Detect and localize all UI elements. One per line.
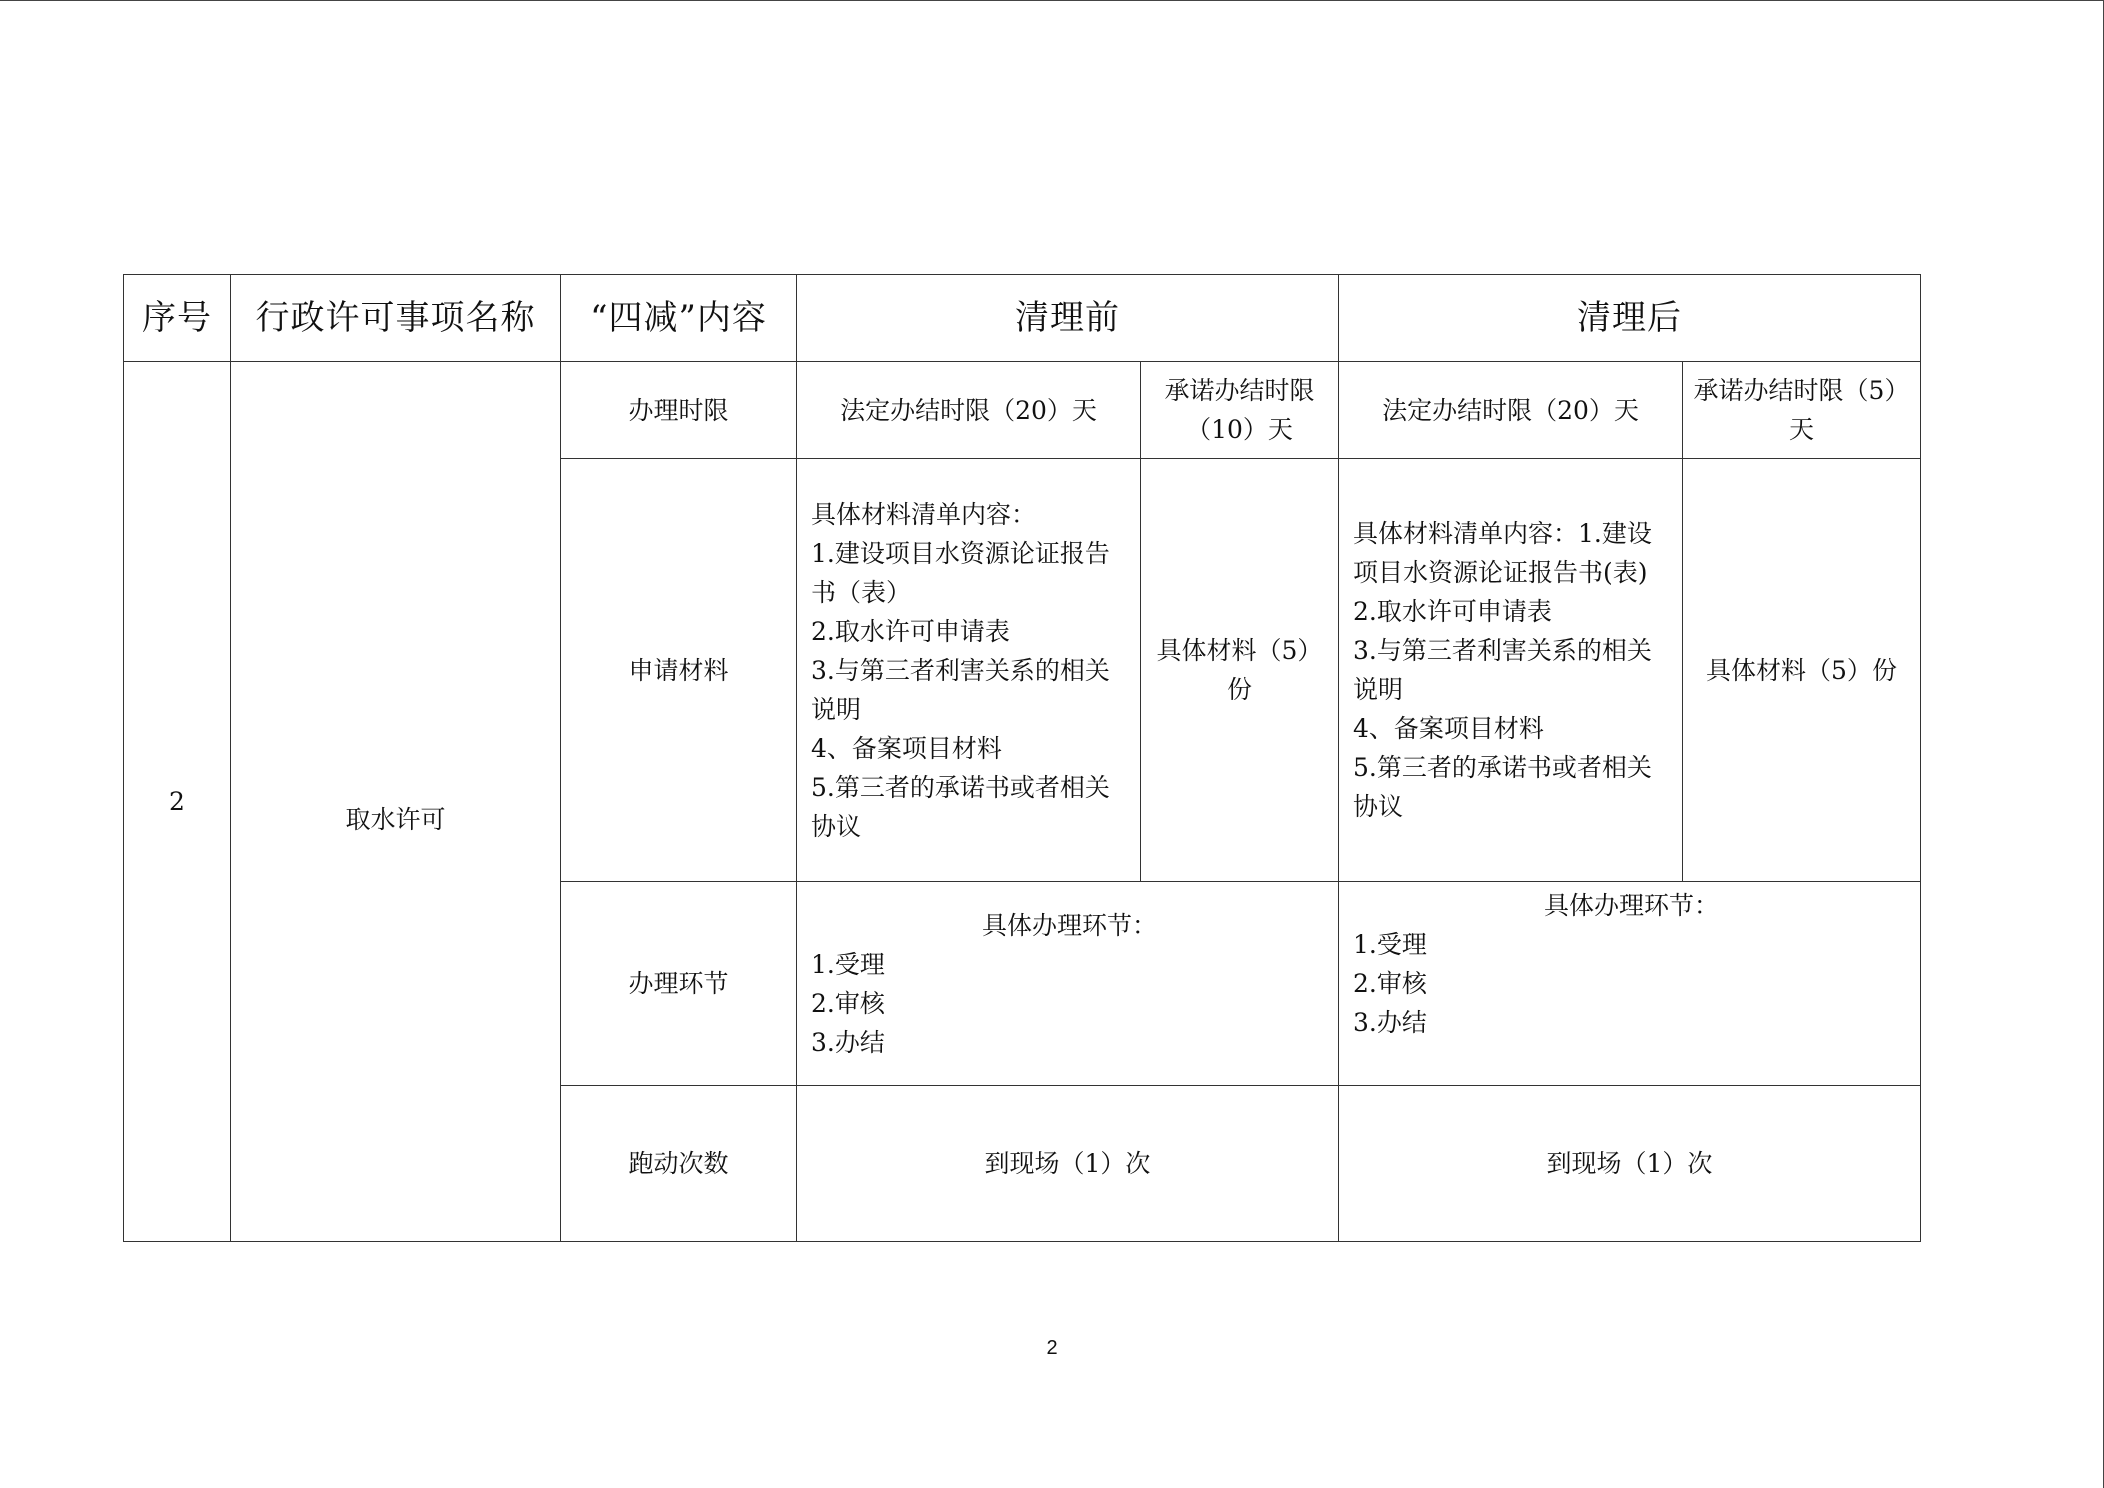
after-step-item: 1.受理 bbox=[1353, 930, 1427, 959]
permit-cleanup-table bbox=[123, 274, 1921, 1242]
time-limit-label: 办理时限 bbox=[561, 362, 797, 459]
before-material-line: 协议 bbox=[811, 811, 862, 841]
after-visits: 到现场（1）次 bbox=[1339, 1086, 1921, 1242]
after-material-line: 项目水资源论证报告书(表) bbox=[1353, 558, 1648, 587]
before-materials-list bbox=[797, 459, 1141, 882]
before-visits: 到现场（1）次 bbox=[797, 1086, 1339, 1242]
before-material-line: 书（表） bbox=[811, 577, 912, 607]
after-material-line: 5.第三者的承诺书或者相关 bbox=[1353, 753, 1652, 782]
cell-item-name bbox=[231, 362, 561, 1242]
cell-seq: 2 bbox=[124, 362, 231, 1242]
after-material-line: 2.取水许可申请表 bbox=[1353, 597, 1552, 626]
before-step-item: 2.审核 bbox=[811, 989, 885, 1018]
header-item-name: 行政许可事项名称 bbox=[231, 275, 561, 362]
before-material-line: 4、备案项目材料 bbox=[811, 733, 1002, 763]
after-promise-time-limit bbox=[1683, 362, 1921, 459]
after-material-line: 4、备案项目材料 bbox=[1353, 714, 1544, 743]
before-promise-line-2: （10）天 bbox=[1186, 415, 1293, 444]
before-step-item: 1.受理 bbox=[811, 950, 885, 979]
materials-label: 申请材料 bbox=[561, 459, 797, 882]
before-count-line-2: 份 bbox=[1226, 675, 1252, 704]
before-steps bbox=[797, 882, 1339, 1086]
before-material-line: 说明 bbox=[811, 694, 862, 724]
after-steps-title: 具体办理环节： bbox=[1543, 891, 1719, 920]
after-promise-line-1: 承诺办结时限（5） bbox=[1693, 376, 1910, 405]
before-promise-line-1: 承诺办结时限 bbox=[1164, 376, 1315, 405]
before-promise-time-limit bbox=[1141, 362, 1339, 459]
after-material-line: 具体材料清单内容：1.建设 bbox=[1353, 519, 1652, 548]
after-material-line: 说明 bbox=[1353, 675, 1404, 704]
after-promise-line-2: 天 bbox=[1788, 415, 1814, 444]
after-step-item: 2.审核 bbox=[1353, 969, 1427, 998]
after-legal-time-limit: 法定办结时限（20）天 bbox=[1339, 362, 1683, 459]
item-name-text: 取水许可 bbox=[345, 805, 446, 834]
before-count-line-1: 具体材料（5） bbox=[1156, 636, 1323, 665]
before-material-line: 1.建设项目水资源论证报告 bbox=[811, 538, 1110, 568]
header-after-cleanup: 清理后 bbox=[1339, 275, 1921, 362]
before-material-line: 2.取水许可申请表 bbox=[811, 616, 1010, 646]
after-materials-list bbox=[1339, 459, 1683, 882]
row-time-limit bbox=[124, 362, 1921, 459]
header-four-reductions: “四减”内容 bbox=[561, 275, 797, 362]
after-materials-count: 具体材料（5）份 bbox=[1683, 459, 1921, 882]
table-header-row bbox=[124, 275, 1921, 362]
steps-label: 办理环节 bbox=[561, 882, 797, 1086]
before-material-line: 5.第三者的承诺书或者相关 bbox=[811, 772, 1110, 802]
before-steps-title: 具体办理环节： bbox=[981, 911, 1157, 940]
header-seq: 序号 bbox=[124, 275, 231, 362]
after-material-line: 3.与第三者利害关系的相关 bbox=[1353, 636, 1652, 665]
visits-label: 跑动次数 bbox=[561, 1086, 797, 1242]
after-steps bbox=[1339, 882, 1921, 1086]
page-number: 2 bbox=[1046, 1337, 1058, 1359]
before-material-line: 具体材料清单内容： bbox=[811, 499, 1037, 529]
header-before-cleanup: 清理前 bbox=[797, 275, 1339, 362]
before-material-line: 3.与第三者利害关系的相关 bbox=[811, 655, 1110, 685]
after-material-line: 协议 bbox=[1353, 792, 1404, 821]
before-legal-time-limit: 法定办结时限（20）天 bbox=[797, 362, 1141, 459]
after-step-item: 3.办结 bbox=[1353, 1008, 1427, 1037]
before-materials-count bbox=[1141, 459, 1339, 882]
before-step-item: 3.办结 bbox=[811, 1028, 885, 1057]
